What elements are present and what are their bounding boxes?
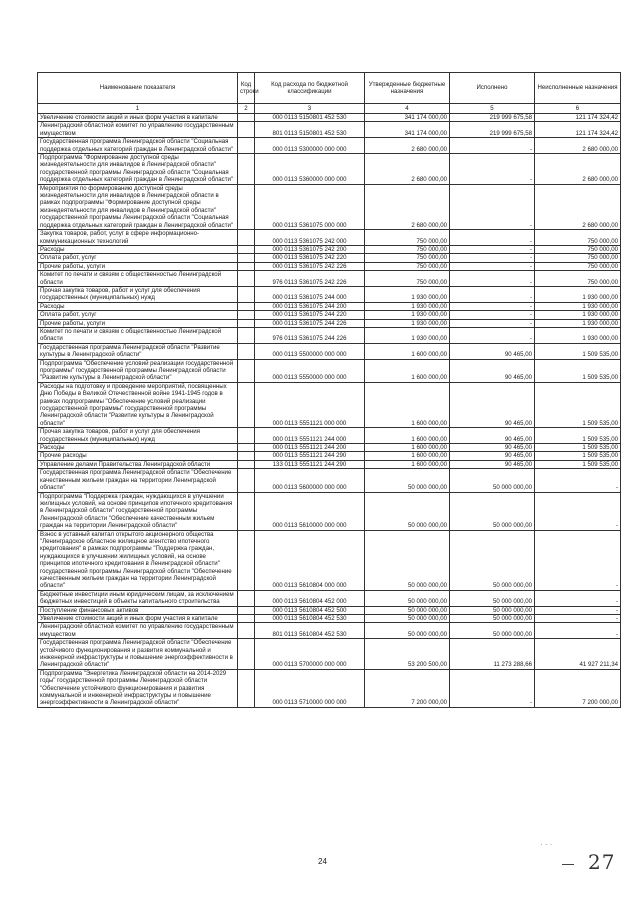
table-row [38,230,621,246]
row-name-cell: Увеличение стоимости акций и иных форм участия в капитале [38,114,238,122]
row-kbk-cell: 000 0113 5610804 000 000 [255,530,365,590]
row-executed-cell: - [450,311,535,319]
row-name-cell: Закупка товаров, работ, услуг в сфере информационно-коммуникационных технологий [38,230,238,246]
row-approved-cell: 1 930 000,00 [365,286,450,302]
table-row [38,606,621,614]
row-remaining-cell: 1 509 535,00 [535,343,621,359]
row-executed-cell: - [450,302,535,310]
row-code-cell [238,254,255,262]
row-executed-cell: - [450,230,535,246]
row-kbk-cell: 000 0113 5710000 000 000 [255,669,365,707]
row-remaining-cell: 2 680 000,00 [535,184,621,229]
row-name-cell: Оплата работ, услуг [38,254,238,262]
row-remaining-cell: 1 509 535,00 [535,359,621,382]
table-row [38,615,621,623]
budget-execution-table [37,72,621,708]
row-kbk-cell: 000 0113 5361075 244 226 [255,319,365,327]
row-code-cell [238,615,255,623]
row-kbk-cell: 000 0113 5361075 244 000 [255,286,365,302]
row-code-cell [238,639,255,670]
row-kbk-cell: 000 0113 5610804 452 000 [255,590,365,606]
row-remaining-cell: 7 200 000,00 [535,669,621,707]
row-approved-cell: 1 600 000,00 [365,343,450,359]
row-executed-cell: 90 465,00 [450,460,535,468]
row-executed-cell: 11 273 288,66 [450,639,535,670]
row-remaining-cell: 750 000,00 [535,262,621,270]
row-kbk-cell: 000 0113 5360000 000 000 [255,154,365,185]
row-code-cell [238,428,255,444]
row-executed-cell: 219 999 675,58 [450,122,535,138]
header-indicator-name: Наименование показателя [38,73,238,104]
row-remaining-cell: - [535,530,621,590]
row-approved-cell: 750 000,00 [365,245,450,253]
row-executed-cell: 90 465,00 [450,382,535,427]
row-name-cell: Управление делами Правительства Ленинградской области [38,460,238,468]
row-kbk-cell: 000 0113 5361075 000 000 [255,184,365,229]
table-row [38,245,621,253]
row-name-cell: Прочая закупка товаров, работ и услуг для обеспечения государственных (муниципальных) нужд [38,286,238,302]
row-code-cell [238,311,255,319]
row-approved-cell: 341 174 000,00 [365,114,450,122]
row-kbk-cell: 000 0113 5551121 244 000 [255,428,365,444]
row-remaining-cell: 2 680 000,00 [535,138,621,154]
row-kbk-cell: 801 0113 5610804 452 530 [255,623,365,639]
row-approved-cell: 341 174 000,00 [365,122,450,138]
table-row [38,530,621,590]
row-remaining-cell: 121 174 324,42 [535,122,621,138]
row-code-cell [238,262,255,270]
row-kbk-cell: 000 0113 5551121 244 200 [255,444,365,452]
table-row [38,359,621,382]
row-executed-cell: 50 000 000,00 [450,606,535,614]
row-approved-cell: 7 200 000,00 [365,669,450,707]
table-row [38,262,621,270]
row-approved-cell: 1 600 000,00 [365,382,450,427]
row-executed-cell: 50 000 000,00 [450,530,535,590]
row-executed-cell: 50 000 000,00 [450,469,535,492]
row-remaining-cell: 750 000,00 [535,271,621,287]
row-name-cell: Государственная программа Ленинградской области "Обеспечение устойчивого функционирования и развития коммунальной и инженерной инфраструктуры и повышение энергоэффективности в Ленинградской области" [38,639,238,670]
row-executed-cell: - [450,245,535,253]
row-remaining-cell: 1 930 000,00 [535,302,621,310]
row-code-cell [238,359,255,382]
row-code-cell [238,154,255,185]
row-name-cell: Прочие работы, услуги [38,319,238,327]
row-name-cell: Государственная программа Ленинградской области "Социальная поддержка отдельных категорий граждан в Ленинградской области" [38,138,238,154]
row-approved-cell: 50 000 000,00 [365,469,450,492]
row-approved-cell: 750 000,00 [365,262,450,270]
header-remaining: Неисполненные назначения [535,73,621,104]
row-executed-cell: 50 000 000,00 [450,492,535,530]
stamp-number: 27 [588,850,616,874]
row-executed-cell: - [450,262,535,270]
row-kbk-cell: 000 0113 5610804 452 530 [255,615,365,623]
row-remaining-cell: 750 000,00 [535,245,621,253]
row-name-cell: Взнос в уставный капитал открытого акционерного общества "Ленинградское областное жилищное агентство ипотечного кредитования" в рамках подпрограммы "Поддержка граждан, нуждающихся в улучшении жилищных условий, на основе принципов ипотечного кредитования в Ленинградской области" государственной программы Ленинградской области "Обеспечение качественным жильем граждан на территории Ленинградской области" [38,530,238,590]
stamp-dash [562,864,574,865]
row-kbk-cell: 000 0113 5361075 242 000 [255,230,365,246]
table-row [38,639,621,670]
row-code-cell [238,286,255,302]
row-code-cell [238,469,255,492]
row-approved-cell: 50 000 000,00 [365,590,450,606]
row-remaining-cell: - [535,615,621,623]
row-executed-cell: - [450,319,535,327]
table-row [38,623,621,639]
row-approved-cell: 1 930 000,00 [365,311,450,319]
row-remaining-cell: 750 000,00 [535,230,621,246]
table-row [38,138,621,154]
page-number: 24 [318,857,327,866]
row-code-cell [238,460,255,468]
row-remaining-cell: 121 174 324,42 [535,114,621,122]
row-code-cell [238,444,255,452]
row-kbk-cell: 133 0113 5551121 244 290 [255,460,365,468]
table-row [38,184,621,229]
row-name-cell: Прочие работы, услуги [38,262,238,270]
row-code-cell [238,669,255,707]
row-executed-cell: - [450,271,535,287]
row-name-cell: Прочие расходы [38,452,238,460]
column-number: 5 [450,104,535,114]
row-name-cell: Мероприятия по формированию доступной среды жизнедеятельности для инвалидов в Ленинградской области в рамках подпрограммы "Формирование доступной среды жизнедеятельности для инвалидов в Ленинградской области" государственной программы Ленинградской области "Социальная поддержка отдельных категорий граждан в Ленинградской области" [38,184,238,229]
row-approved-cell: 1 600 000,00 [365,460,450,468]
row-code-cell [238,530,255,590]
row-executed-cell: - [450,327,535,343]
row-approved-cell: 750 000,00 [365,230,450,246]
header-executed: Исполнено [450,73,535,104]
table-row [38,460,621,468]
row-name-cell: Расходы [38,245,238,253]
table-row [38,469,621,492]
row-approved-cell: 50 000 000,00 [365,492,450,530]
row-kbk-cell: 000 0113 5300000 000 000 [255,138,365,154]
row-name-cell: Прочая закупка товаров, работ и услуг для обеспечения государственных (муниципальных) нужд [38,428,238,444]
table-row [38,343,621,359]
row-approved-cell: 50 000 000,00 [365,615,450,623]
row-kbk-cell: 000 0113 5610804 452 500 [255,606,365,614]
row-approved-cell: 750 000,00 [365,254,450,262]
table-row [38,311,621,319]
row-remaining-cell: 1 509 535,00 [535,444,621,452]
row-code-cell [238,382,255,427]
row-code-cell [238,452,255,460]
table-row [38,122,621,138]
row-remaining-cell: - [535,469,621,492]
row-name-cell: Расходы [38,444,238,452]
column-number: 2 [238,104,255,114]
row-kbk-cell: 000 0113 5600000 000 000 [255,469,365,492]
row-approved-cell: 1 930 000,00 [365,327,450,343]
row-approved-cell: 1 600 000,00 [365,444,450,452]
column-number: 4 [365,104,450,114]
row-executed-cell: - [450,154,535,185]
row-approved-cell: 1 600 000,00 [365,359,450,382]
table-row [38,452,621,460]
row-name-cell: Ленинградский областной комитет по управлению государственным имуществом [38,122,238,138]
row-remaining-cell: 1 930 000,00 [535,311,621,319]
row-executed-cell: 50 000 000,00 [450,615,535,623]
row-remaining-cell: - [535,590,621,606]
row-kbk-cell: 000 0113 5150801 452 530 [255,114,365,122]
row-kbk-cell: 000 0113 5500000 000 000 [255,343,365,359]
row-name-cell: Оплата работ, услуг [38,311,238,319]
row-kbk-cell: 000 0113 5361075 242 226 [255,262,365,270]
table-row [38,590,621,606]
row-executed-cell: 90 465,00 [450,343,535,359]
row-name-cell: Подпрограмма "Формирование доступной среды жизнедеятельности для инвалидов в Ленинградской области" государственной программы Ленинградской области "Социальная поддержка отдельных категорий граждан в Ленинградской области" [38,154,238,185]
row-remaining-cell: 1 509 535,00 [535,382,621,427]
table-row [38,254,621,262]
row-code-cell [238,230,255,246]
table-row [38,271,621,287]
row-code-cell [238,138,255,154]
column-number-row [38,104,621,114]
row-kbk-cell: 976 0113 5361075 244 226 [255,327,365,343]
row-code-cell [238,343,255,359]
row-remaining-cell: 41 927 211,34 [535,639,621,670]
table-row [38,669,621,707]
row-executed-cell: 219 999 675,58 [450,114,535,122]
header-row [38,73,621,104]
row-kbk-cell: 000 0113 5551121 244 290 [255,452,365,460]
row-executed-cell: - [450,254,535,262]
table-row [38,154,621,185]
row-code-cell [238,590,255,606]
row-remaining-cell: 1 930 000,00 [535,286,621,302]
row-name-cell: Увеличение стоимости акций и иных форм участия в капитале [38,615,238,623]
row-kbk-cell: 976 0113 5361075 242 226 [255,271,365,287]
row-executed-cell: - [450,669,535,707]
row-kbk-cell: 801 0113 5150801 452 530 [255,122,365,138]
row-approved-cell: 1 600 000,00 [365,428,450,444]
row-executed-cell: 90 465,00 [450,444,535,452]
row-executed-cell: - [450,184,535,229]
row-executed-cell: 90 465,00 [450,359,535,382]
row-code-cell [238,606,255,614]
row-kbk-cell: 000 0113 5610000 000 000 [255,492,365,530]
row-remaining-cell: - [535,492,621,530]
row-approved-cell: 750 000,00 [365,271,450,287]
row-code-cell [238,184,255,229]
row-approved-cell: 2 680 000,00 [365,184,450,229]
column-number: 1 [38,104,238,114]
row-name-cell: Расходы [38,302,238,310]
row-kbk-cell: 000 0113 5361075 244 220 [255,311,365,319]
scan-marks: · · · [540,840,553,849]
row-approved-cell: 1 600 000,00 [365,452,450,460]
row-name-cell: Подпрограмма "Поддержка граждан, нуждающихся в улучшении жилищных условий, на основе принципов ипотечного кредитования в Ленинградской области" государственной программы Ленинградской области "Обеспечение качественным жильем граждан на территории Ленинградской области" [38,492,238,530]
row-remaining-cell: - [535,606,621,614]
row-approved-cell: 1 930 000,00 [365,302,450,310]
table-row [38,327,621,343]
row-executed-cell: - [450,138,535,154]
column-number: 6 [535,104,621,114]
row-executed-cell: 90 465,00 [450,428,535,444]
row-code-cell [238,271,255,287]
row-code-cell [238,122,255,138]
header-line-code: Код строки [238,73,255,104]
row-executed-cell: 90 465,00 [450,452,535,460]
row-code-cell [238,492,255,530]
column-number: 3 [255,104,365,114]
row-code-cell [238,302,255,310]
row-approved-cell: 53 200 500,00 [365,639,450,670]
row-kbk-cell: 000 0113 5700000 000 000 [255,639,365,670]
row-name-cell: Бюджетные инвестиции иным юридическим лицам, за исключением бюджетных инвестиций в объекты капитального строительства [38,590,238,606]
row-executed-cell: 50 000 000,00 [450,590,535,606]
row-remaining-cell: 1 509 535,00 [535,460,621,468]
row-remaining-cell: 750 000,00 [535,254,621,262]
row-name-cell: Подпрограмма "Энергетика Ленинградской области на 2014-2029 годы" государственной программы Ленинградской области "Обеспечение устойчивого функционирования и развития коммунальной и инженерной инфраструктуры и повышение энергоэффективности в Ленинградской области" [38,669,238,707]
row-approved-cell: 50 000 000,00 [365,530,450,590]
table-row [38,286,621,302]
row-remaining-cell: 1 509 535,00 [535,428,621,444]
row-approved-cell: 1 930 000,00 [365,319,450,327]
row-approved-cell: 2 680 000,00 [365,138,450,154]
row-name-cell: Государственная программа Ленинградской области "Обеспечение качественным жильем граждан на территории Ленинградской области" [38,469,238,492]
row-remaining-cell: 1 509 535,00 [535,452,621,460]
row-code-cell [238,319,255,327]
table-row [38,428,621,444]
table-row [38,319,621,327]
header-expense-code: Код расхода по бюджетной классификации [255,73,365,104]
row-code-cell [238,327,255,343]
row-remaining-cell: 1 930 000,00 [535,319,621,327]
row-approved-cell: 50 000 000,00 [365,606,450,614]
row-kbk-cell: 000 0113 5361075 244 200 [255,302,365,310]
row-code-cell [238,245,255,253]
row-kbk-cell: 000 0113 5361075 242 200 [255,245,365,253]
row-name-cell: Комитет по печати и связям с общественностью Ленинградской области [38,327,238,343]
row-code-cell [238,114,255,122]
header-approved: Утвержденные бюджетные назначения [365,73,450,104]
row-code-cell [238,623,255,639]
row-name-cell: Поступление финансовых активов [38,606,238,614]
row-name-cell: Подпрограмма "Обеспечение условий реализации государственной программы" государственной программы Ленинградской области "Развитие культуры в Ленинградской области" [38,359,238,382]
row-name-cell: Расходы на подготовку и проведение мероприятий, посвященных Дню Победы в Великой Отечественной войне 1941-1945 годов в рамках подпрограммы "Обеспечение условий реализации государственной программы" государственной программы Ленинградской области "Развитие культуры в Ленинградской области" [38,382,238,427]
row-approved-cell: 2 680 000,00 [365,154,450,185]
row-kbk-cell: 000 0113 5361075 242 220 [255,254,365,262]
row-name-cell: Государственная программа Ленинградской области "Развитие культуры в Ленинградской области" [38,343,238,359]
row-approved-cell: 50 000 000,00 [365,623,450,639]
table-row [38,114,621,122]
table-row [38,302,621,310]
row-kbk-cell: 000 0113 5551121 000 000 [255,382,365,427]
row-remaining-cell: 1 930 000,00 [535,327,621,343]
row-remaining-cell: - [535,623,621,639]
table-row [38,382,621,427]
row-kbk-cell: 000 0113 5550000 000 000 [255,359,365,382]
table-row [38,492,621,530]
table-row [38,444,621,452]
row-executed-cell: 50 000 000,00 [450,623,535,639]
row-executed-cell: - [450,286,535,302]
row-remaining-cell: 2 680 000,00 [535,154,621,185]
row-name-cell: Комитет по печати и связям с общественностью Ленинградской области [38,271,238,287]
row-name-cell: Ленинградский областной комитет по управлению государственным имуществом [38,623,238,639]
